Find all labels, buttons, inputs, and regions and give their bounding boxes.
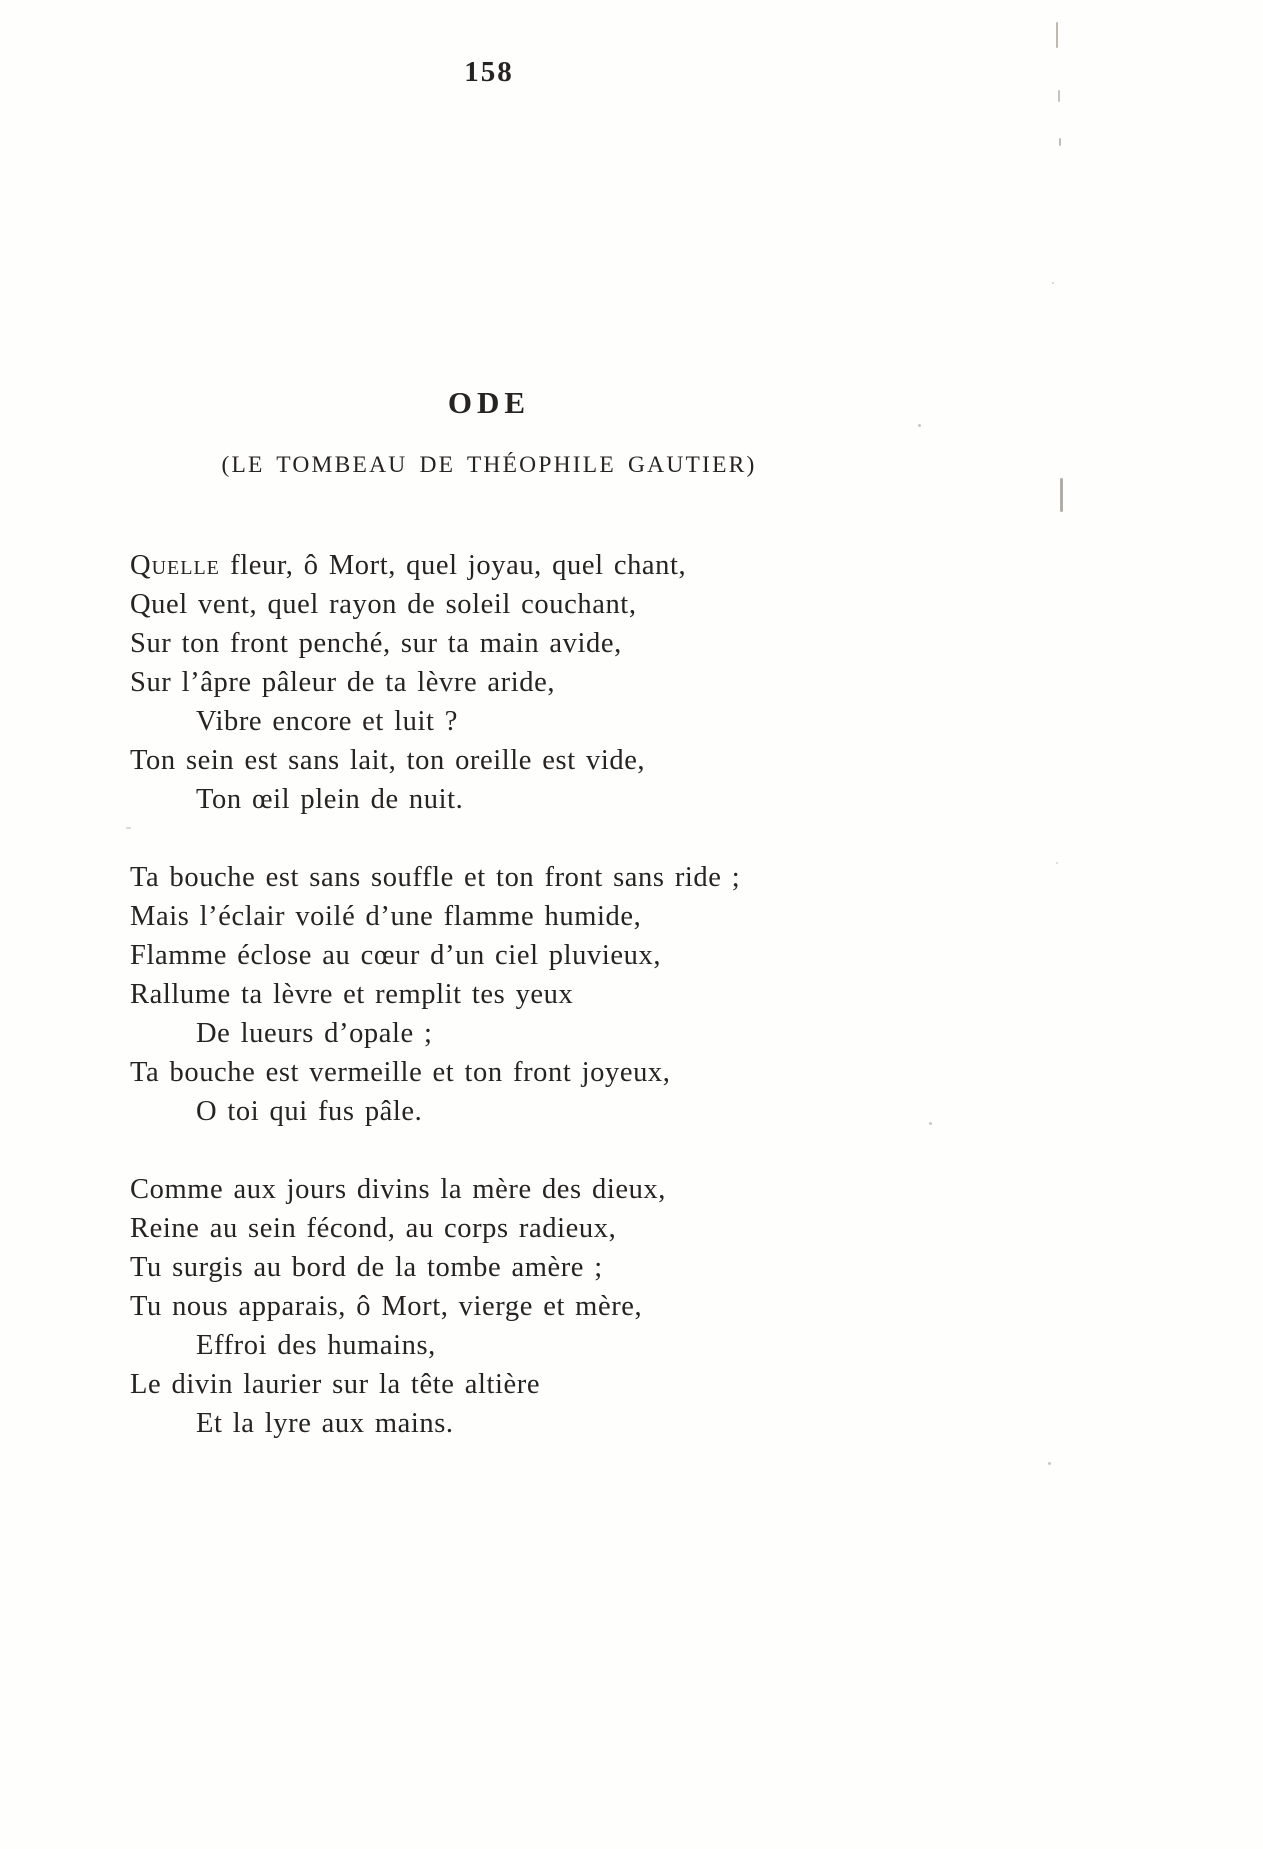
poem-line: Vibre encore et luit ? [196,706,459,737]
poem-line: Rallume ta lèvre et remplit tes yeux [130,979,574,1010]
poem-line: O toi qui fus pâle. [196,1096,423,1127]
poem-line: Tu surgis au bord de la tombe amère ; [130,1252,603,1283]
poem-line: Ta bouche est vermeille et ton front joyeux, [130,1057,671,1088]
poem-line: Reine au sein fécond, au corps radieux, [130,1213,617,1244]
scan-artifact [1060,478,1063,512]
poem-line: Quel vent, quel rayon de soleil couchant, [130,589,637,620]
scan-artifact [1058,90,1060,102]
poem-line: Et la lyre aux mains. [196,1408,454,1439]
scan-artifact [1059,138,1061,146]
poem-line: Le divin laurier sur la tête altière [130,1369,541,1400]
scan-artifact [918,424,921,427]
poem-line: Tu nous apparais, ô Mort, vierge et mère, [130,1291,643,1322]
scan-artifact [1056,862,1058,864]
scan-artifact [126,827,131,829]
poem-line: Ta bouche est sans souffle et ton front sans ride ; [130,862,741,893]
scan-artifact [1048,1462,1051,1465]
poem-line: Sur ton front penché, sur ta main avide, [130,628,622,659]
poem-line: Ton sein est sans lait, ton oreille est vide, [130,745,646,776]
poem-line: Comme aux jours divins la mère des dieux, [130,1174,667,1205]
poem-line: Mais l’éclair voilé d’une flamme humide, [130,901,642,932]
stanza-2 [130,858,848,1131]
opening-word: Quelle [130,550,220,581]
stanza-3 [130,1170,848,1443]
stanza-1 [130,546,848,819]
poem-line: Sur l’âpre pâleur de ta lèvre aride, [130,667,556,698]
poem-line: Ton œil plein de nuit. [196,784,464,815]
poem-line [130,546,848,585]
poem-line: Effroi des humains, [196,1330,436,1361]
page-content [130,0,848,1443]
scan-artifact [1052,282,1054,284]
poem-title: ODE [447,385,531,420]
poem-line: De lueurs d’opale ; [196,1018,433,1049]
poem-line: Flamme éclose au cœur d’un ciel pluvieux, [130,940,662,971]
scan-artifact [1056,22,1058,48]
poem-body [130,546,848,1443]
scan-artifact [929,1122,932,1125]
opening-line-rest: fleur, ô Mort, quel joyau, quel chant, [219,550,687,581]
poem-subtitle: (LE TOMBEAU DE THÉOPHILE GAUTIER) [221,452,757,478]
page-number: 158 [464,56,514,88]
